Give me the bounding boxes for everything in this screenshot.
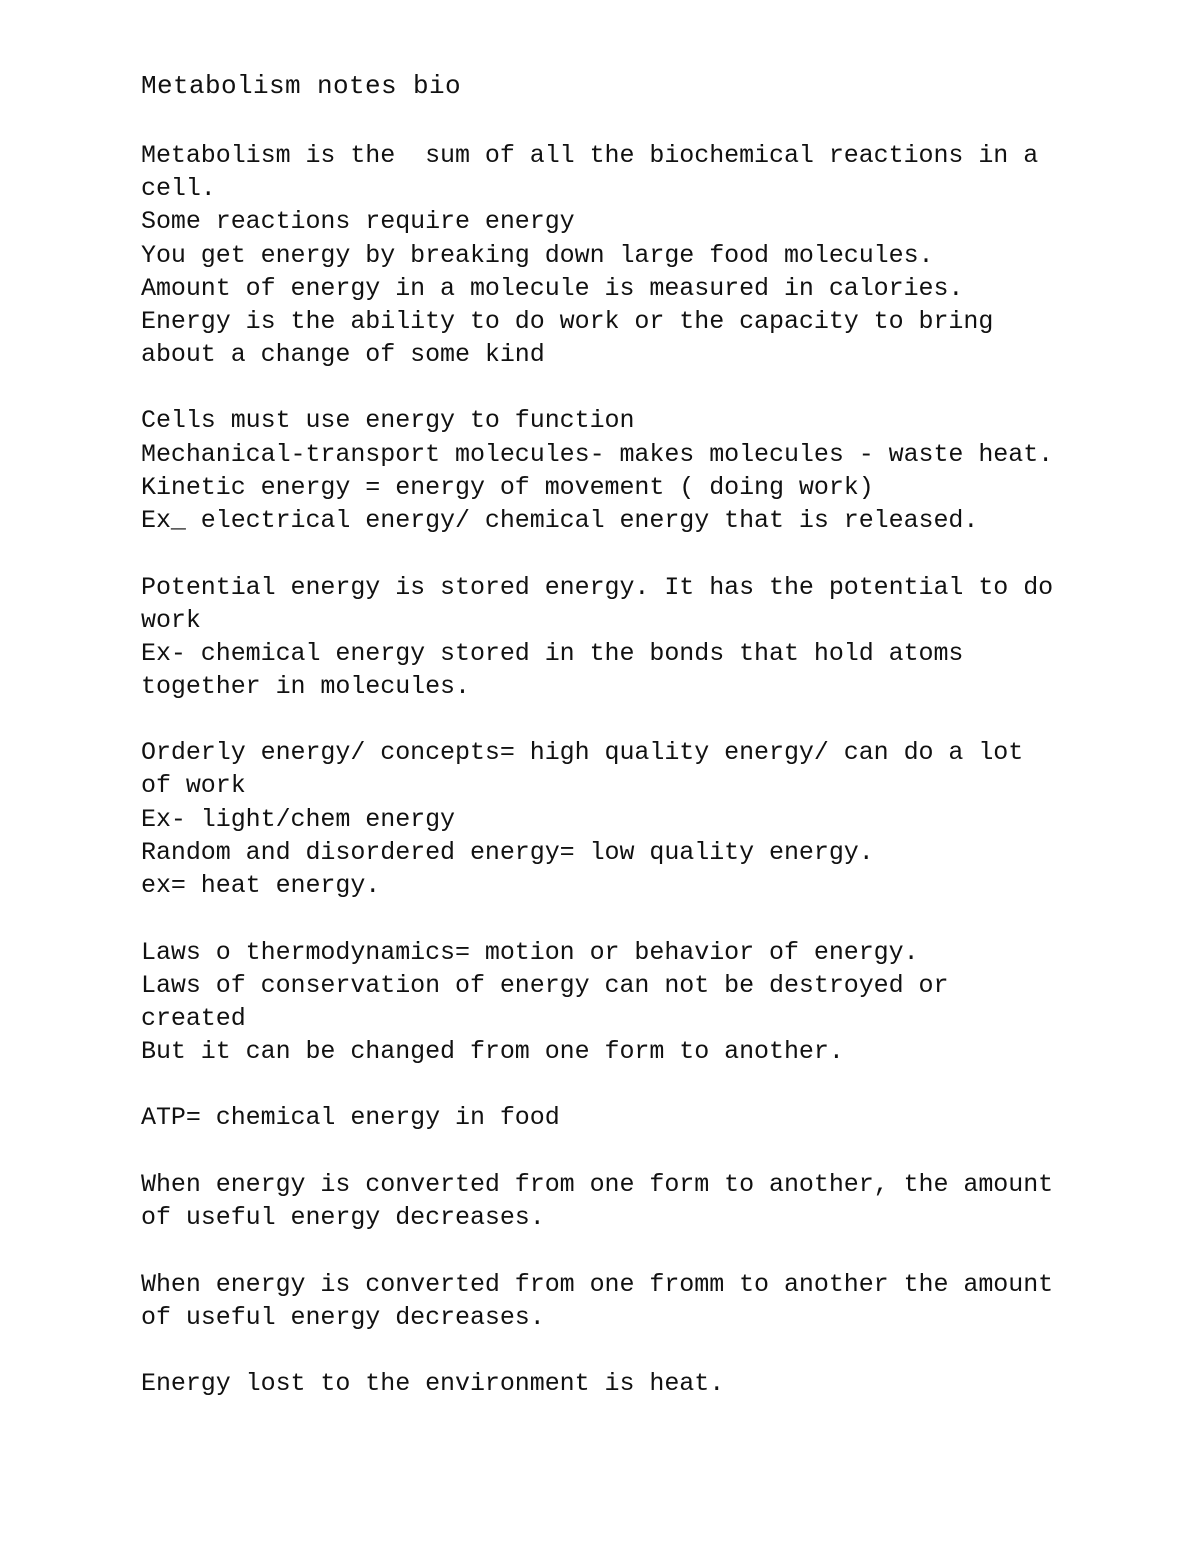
text-line: Energy is the ability to do work or the capacity to bring (141, 307, 994, 336)
text-line: cell. (141, 174, 216, 203)
text-line: Some reactions require energy (141, 207, 575, 236)
text-line: Kinetic energy = energy of movement ( doing work) (141, 473, 874, 502)
text-line: ex= heat energy. (141, 871, 381, 900)
text-line: Cells must use energy to function (141, 406, 635, 435)
text-line: ATP= chemical energy in food (141, 1103, 560, 1132)
text-line: You get energy by breaking down large food molecules. (141, 241, 934, 270)
text-line: Orderly energy/ concepts= high quality energy/ can do a lot (141, 738, 1024, 767)
text-line: about a change of some kind (141, 340, 545, 369)
text-line: of useful energy decreases. (141, 1203, 545, 1232)
text-line: work (141, 606, 201, 635)
text-line: of work (141, 771, 246, 800)
text-line: Laws o thermodynamics= motion or behavior of energy. (141, 938, 919, 967)
text-line: But it can be changed from one form to another. (141, 1037, 844, 1066)
text-line: Ex- light/chem energy (141, 805, 456, 834)
text-line: Laws of conservation of energy can not be destroyed or (141, 971, 949, 1000)
text-line: Random and disordered energy= low quality energy. (141, 838, 874, 867)
text-line: Metabolism is the sum of all the biochemical reactions in a (141, 141, 1039, 170)
text-line: created (141, 1004, 246, 1033)
text-line: Potential energy is stored energy. It has the potential to do (141, 573, 1054, 602)
text-line: Amount of energy in a molecule is measured in calories. (141, 274, 964, 303)
text-line: of useful energy decreases. (141, 1303, 545, 1332)
text-line: When energy is converted from one form to another, the amount (141, 1170, 1054, 1199)
text-line: Ex_ electrical energy/ chemical energy that is released. (141, 506, 979, 535)
document-title: Metabolism notes bio (141, 71, 462, 101)
text-line: Ex- chemical energy stored in the bonds that hold atoms (141, 639, 964, 668)
text-line: Energy lost to the environment is heat. (141, 1369, 725, 1398)
text-line: When energy is converted from one fromm to another the amount (141, 1270, 1054, 1299)
text-line: Mechanical-transport molecules- makes molecules - waste heat. (141, 440, 1054, 469)
text-line: together in molecules. (141, 672, 470, 701)
